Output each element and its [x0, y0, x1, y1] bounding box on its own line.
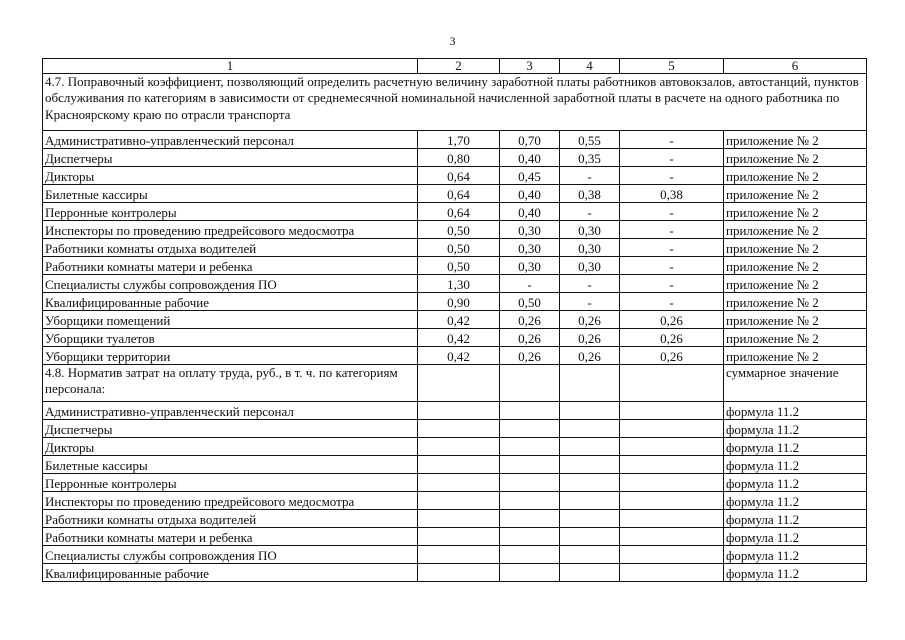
reference-note: приложение № 2 — [724, 347, 867, 365]
formula-reference: формула 11.2 — [724, 546, 867, 564]
coefficient-col-5: - — [620, 203, 724, 221]
formula-reference: формула 11.2 — [724, 456, 867, 474]
coefficient-col-4: 0,26 — [560, 347, 620, 365]
empty-cell — [620, 438, 724, 456]
empty-cell — [560, 528, 620, 546]
coefficient-col-4: - — [560, 293, 620, 311]
coefficient-col-5: - — [620, 221, 724, 239]
coefficient-col-4: 0,38 — [560, 185, 620, 203]
table-row — [43, 239, 867, 257]
coefficient-col-3: 0,70 — [500, 131, 560, 149]
coefficient-col-2: 0,50 — [418, 239, 500, 257]
empty-cell — [418, 492, 500, 510]
category-name: Работники комнаты матери и ребенка — [43, 528, 418, 546]
category-name: Диспетчеры — [43, 149, 418, 167]
table-row — [43, 438, 867, 456]
category-name: Работники комнаты отдыха водителей — [43, 239, 418, 257]
empty-cell — [620, 564, 724, 582]
table-row — [43, 456, 867, 474]
empty-cell — [620, 456, 724, 474]
coefficient-col-5: - — [620, 275, 724, 293]
coefficient-col-2: 1,30 — [418, 275, 500, 293]
coefficient-col-2: 0,64 — [418, 185, 500, 203]
coefficient-col-3: 0,40 — [500, 149, 560, 167]
empty-cell — [500, 528, 560, 546]
empty-cell — [560, 474, 620, 492]
section-4-8-header-row — [43, 365, 867, 402]
coefficient-col-4: - — [560, 167, 620, 185]
table-row — [43, 402, 867, 420]
table-row — [43, 131, 867, 149]
empty-cell — [418, 564, 500, 582]
coefficient-col-5: - — [620, 257, 724, 275]
formula-reference: формула 11.2 — [724, 474, 867, 492]
coefficient-col-2: 0,50 — [418, 257, 500, 275]
empty-cell — [620, 474, 724, 492]
coefficient-col-4: - — [560, 275, 620, 293]
table-row — [43, 347, 867, 365]
coefficient-col-5: - — [620, 167, 724, 185]
coefficient-col-2: 0,42 — [418, 329, 500, 347]
reference-note: приложение № 2 — [724, 221, 867, 239]
table-row — [43, 420, 867, 438]
coefficient-col-3: 0,45 — [500, 167, 560, 185]
coefficient-col-3: 0,30 — [500, 257, 560, 275]
empty-cell — [500, 474, 560, 492]
reference-note: приложение № 2 — [724, 311, 867, 329]
formula-reference: формула 11.2 — [724, 492, 867, 510]
reference-note: приложение № 2 — [724, 293, 867, 311]
empty-cell — [418, 510, 500, 528]
column-number: 3 — [500, 59, 560, 74]
empty-cell — [500, 492, 560, 510]
page-number: 3 — [449, 34, 456, 48]
empty-cell — [620, 402, 724, 420]
formula-reference: формула 11.2 — [724, 528, 867, 546]
category-name: Диспетчеры — [43, 420, 418, 438]
table-row — [43, 203, 867, 221]
empty-cell — [560, 456, 620, 474]
reference-note: приложение № 2 — [724, 167, 867, 185]
category-name: Инспекторы по проведению предрейсового медосмотра — [43, 492, 418, 510]
reference-note: приложение № 2 — [724, 185, 867, 203]
reference-note: приложение № 2 — [724, 239, 867, 257]
empty-cell — [620, 528, 724, 546]
empty-cell — [500, 420, 560, 438]
empty-cell — [418, 402, 500, 420]
coefficient-col-3: 0,26 — [500, 329, 560, 347]
table-row — [43, 510, 867, 528]
category-name: Работники комнаты отдыха водителей — [43, 510, 418, 528]
category-name: Билетные кассиры — [43, 185, 418, 203]
table-row — [43, 257, 867, 275]
coefficient-col-3: 0,50 — [500, 293, 560, 311]
formula-reference: формула 11.2 — [724, 510, 867, 528]
empty-cell — [560, 365, 620, 402]
coefficient-col-3: 0,30 — [500, 239, 560, 257]
category-name: Дикторы — [43, 438, 418, 456]
category-name: Специалисты службы сопровождения ПО — [43, 546, 418, 564]
empty-cell — [500, 546, 560, 564]
empty-cell — [418, 438, 500, 456]
table-row — [43, 564, 867, 582]
coefficient-col-3: 0,26 — [500, 311, 560, 329]
category-name: Специалисты службы сопровождения ПО — [43, 275, 418, 293]
formula-reference: формула 11.2 — [724, 402, 867, 420]
table-row — [43, 221, 867, 239]
coefficient-col-4: 0,30 — [560, 221, 620, 239]
category-name: Билетные кассиры — [43, 456, 418, 474]
category-name: Перронные контролеры — [43, 474, 418, 492]
coefficient-col-3: 0,30 — [500, 221, 560, 239]
coefficient-col-5: - — [620, 131, 724, 149]
category-name: Административно-управленческий персонал — [43, 402, 418, 420]
table-row — [43, 293, 867, 311]
section-4-8-title: 4.8. Норматив затрат на оплату труда, руб., в т. ч. по категориям персонала: — [43, 365, 418, 402]
coefficient-col-4: 0,30 — [560, 239, 620, 257]
empty-cell — [560, 420, 620, 438]
coefficient-col-2: 0,42 — [418, 311, 500, 329]
table-row — [43, 311, 867, 329]
empty-cell — [620, 420, 724, 438]
column-number-row — [43, 59, 867, 74]
formula-reference: формула 11.2 — [724, 420, 867, 438]
column-number: 4 — [560, 59, 620, 74]
empty-cell — [418, 546, 500, 564]
reference-note: приложение № 2 — [724, 149, 867, 167]
category-name: Дикторы — [43, 167, 418, 185]
empty-cell — [500, 510, 560, 528]
empty-cell — [560, 438, 620, 456]
coefficient-col-5: 0,26 — [620, 347, 724, 365]
reference-note: приложение № 2 — [724, 203, 867, 221]
table-row — [43, 149, 867, 167]
coefficient-col-4: 0,30 — [560, 257, 620, 275]
coefficient-col-5: - — [620, 149, 724, 167]
empty-cell — [418, 474, 500, 492]
column-number: 1 — [43, 59, 418, 74]
empty-cell — [620, 546, 724, 564]
coefficient-col-2: 0,64 — [418, 203, 500, 221]
coefficient-col-4: 0,26 — [560, 329, 620, 347]
category-name: Квалифицированные рабочие — [43, 564, 418, 582]
table-row — [43, 329, 867, 347]
table-row — [43, 474, 867, 492]
column-number: 6 — [724, 59, 867, 74]
empty-cell — [560, 564, 620, 582]
table-row — [43, 528, 867, 546]
empty-cell — [418, 456, 500, 474]
empty-cell — [500, 438, 560, 456]
coefficient-col-5: 0,26 — [620, 329, 724, 347]
empty-cell — [620, 365, 724, 402]
category-name: Уборщики территории — [43, 347, 418, 365]
empty-cell — [560, 402, 620, 420]
empty-cell — [418, 420, 500, 438]
column-number: 2 — [418, 59, 500, 74]
coefficient-col-4: 0,55 — [560, 131, 620, 149]
coefficient-col-4: 0,35 — [560, 149, 620, 167]
empty-cell — [560, 546, 620, 564]
section-4-7-header-row — [43, 74, 867, 131]
coefficient-col-4: 0,26 — [560, 311, 620, 329]
coefficient-col-3: 0,40 — [500, 185, 560, 203]
empty-cell — [500, 402, 560, 420]
formula-reference: формула 11.2 — [724, 438, 867, 456]
formula-reference: формула 11.2 — [724, 564, 867, 582]
table-row — [43, 185, 867, 203]
empty-cell — [500, 365, 560, 402]
table-row — [43, 167, 867, 185]
coefficient-col-4: - — [560, 203, 620, 221]
table-row — [43, 546, 867, 564]
coefficient-col-2: 1,70 — [418, 131, 500, 149]
category-name: Перронные контролеры — [43, 203, 418, 221]
section-4-8-note: суммарное значение — [724, 365, 867, 402]
category-name: Работники комнаты матери и ребенка — [43, 257, 418, 275]
coefficient-col-3: - — [500, 275, 560, 293]
coefficient-col-3: 0,40 — [500, 203, 560, 221]
empty-cell — [560, 510, 620, 528]
category-name: Квалифицированные рабочие — [43, 293, 418, 311]
empty-cell — [500, 564, 560, 582]
reference-note: приложение № 2 — [724, 257, 867, 275]
empty-cell — [560, 492, 620, 510]
coefficient-col-2: 0,50 — [418, 221, 500, 239]
reference-note: приложение № 2 — [724, 329, 867, 347]
category-name: Уборщики туалетов — [43, 329, 418, 347]
coefficient-col-5: 0,26 — [620, 311, 724, 329]
empty-cell — [500, 456, 560, 474]
table-row — [43, 275, 867, 293]
coefficient-col-2: 0,64 — [418, 167, 500, 185]
category-name: Административно-управленческий персонал — [43, 131, 418, 149]
empty-cell — [418, 528, 500, 546]
table-row — [43, 492, 867, 510]
reference-note: приложение № 2 — [724, 275, 867, 293]
column-number: 5 — [620, 59, 724, 74]
empty-cell — [418, 365, 500, 402]
coefficient-col-2: 0,90 — [418, 293, 500, 311]
coefficient-col-5: 0,38 — [620, 185, 724, 203]
reference-note: приложение № 2 — [724, 131, 867, 149]
data-table — [42, 58, 867, 582]
coefficient-col-2: 0,80 — [418, 149, 500, 167]
empty-cell — [620, 510, 724, 528]
coefficient-col-5: - — [620, 293, 724, 311]
empty-cell — [620, 492, 724, 510]
coefficient-col-3: 0,26 — [500, 347, 560, 365]
coefficient-col-2: 0,42 — [418, 347, 500, 365]
section-4-7-title: 4.7. Поправочный коэффициент, позволяющий определить расчетную величину заработной платы работников автовокзалов, автостанций, пунктов обслуживания по категориям в зависимости от среднемесячной номинальной начисленной заработной платы в расчете на одного работника по Красноярскому краю по отрасли транспорта — [43, 74, 867, 131]
category-name: Уборщики помещений — [43, 311, 418, 329]
category-name: Инспекторы по проведению предрейсового медосмотра — [43, 221, 418, 239]
coefficient-col-5: - — [620, 239, 724, 257]
